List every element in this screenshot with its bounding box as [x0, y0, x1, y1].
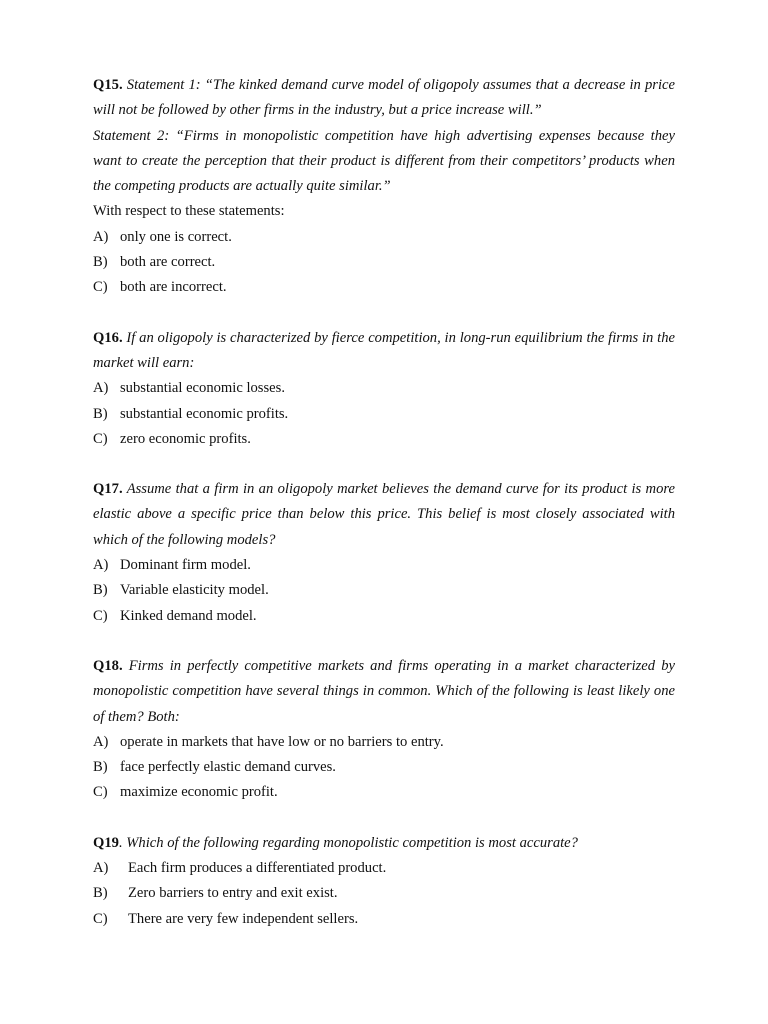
question-q17 [93, 477, 675, 629]
option-letter: A) [93, 228, 109, 245]
option-text: There are very few independent sellers. [128, 910, 359, 927]
option-text: only one is correct. [120, 228, 232, 245]
option-letter: B) [93, 405, 108, 422]
option-text: Kinked demand model. [120, 607, 257, 624]
option-text: Zero barriers to entry and exit exist. [128, 885, 338, 902]
answer-option-a[interactable] [93, 376, 675, 401]
answer-option-b[interactable] [93, 578, 675, 603]
question-text [93, 831, 675, 856]
question-body: If an oligopoly is characterized by fierce competition, in long-run equilibrium the firms in the market will earn: [93, 329, 675, 371]
question-text [93, 326, 675, 377]
question-text [93, 73, 675, 199]
statement-1: Statement 1: “The kinked demand curve model of oligopoly assumes that a decrease in price will not be followed by other firms in the industry, but a price increase will.” [93, 77, 675, 119]
question-number: Q16. [93, 329, 123, 346]
question-q18 [93, 654, 675, 806]
option-letter: C) [93, 784, 108, 801]
question-q15 [93, 73, 675, 301]
option-text: zero economic profits. [120, 430, 251, 447]
answer-option-b[interactable] [93, 402, 675, 427]
question-body: Firms in perfectly competitive markets and firms operating in a market characterized by monopolistic competition have several things in common. Which of the following is least likely one of them? Both: [93, 657, 675, 725]
option-letter: A) [93, 733, 109, 750]
question-number: Q15. [93, 77, 123, 93]
option-letter: B) [93, 759, 108, 776]
question-q19 [93, 831, 675, 932]
question-number: Q17. [93, 481, 123, 498]
option-letter: C) [93, 430, 108, 447]
option-letter: A) [93, 557, 109, 574]
option-letter: B) [93, 582, 108, 599]
answer-option-b[interactable] [93, 250, 675, 275]
answer-option-c[interactable] [93, 907, 675, 932]
option-letter: C) [93, 607, 108, 624]
option-text: Each firm produces a differentiated product. [128, 860, 387, 877]
option-text: substantial economic losses. [120, 380, 285, 397]
option-text: both are incorrect. [120, 279, 227, 296]
question-number: Q19 [93, 834, 119, 851]
answer-option-c[interactable] [93, 780, 675, 805]
answer-option-b[interactable] [93, 881, 675, 906]
question-number: Q18. [93, 657, 123, 674]
answer-option-a[interactable] [93, 856, 675, 881]
question-q16 [93, 326, 675, 452]
option-letter: C) [93, 910, 108, 927]
answer-option-c[interactable] [93, 427, 675, 452]
answer-option-a[interactable] [93, 225, 675, 250]
question-text [93, 654, 675, 730]
option-letter: A) [93, 860, 109, 877]
option-text: substantial economic profits. [120, 405, 289, 422]
option-letter: B) [93, 254, 108, 271]
answer-option-b[interactable] [93, 755, 675, 780]
answer-option-c[interactable] [93, 275, 675, 300]
option-letter: A) [93, 380, 109, 397]
option-text: Variable elasticity model. [120, 582, 269, 599]
option-text: Dominant firm model. [120, 557, 251, 574]
option-text: maximize economic profit. [120, 784, 278, 801]
question-lead: With respect to these statements: [93, 203, 285, 220]
option-letter: C) [93, 279, 108, 296]
option-text: face perfectly elastic demand curves. [120, 759, 336, 776]
question-text [93, 477, 675, 553]
question-number-suffix: . [118, 834, 123, 851]
answer-option-a[interactable] [93, 730, 675, 755]
statement-2: Statement 2: “Firms in monopolistic competition have high advertising expenses because they want to create the perception that their product is different from their competitors’ products when the competing products are actually quite similar.” [93, 127, 675, 195]
answer-option-c[interactable] [93, 604, 675, 629]
answer-option-a[interactable] [93, 553, 675, 578]
document-page [93, 73, 675, 932]
question-body: Which of the following regarding monopolistic competition is most accurate? [126, 834, 578, 851]
option-letter: B) [93, 885, 108, 902]
question-body: Assume that a firm in an oligopoly market believes the demand curve for its product is more elastic above a specific price than below this price. This belief is most closely associated with which of the following models? [93, 481, 676, 548]
option-text: operate in markets that have low or no barriers to entry. [120, 733, 444, 750]
option-text: both are correct. [120, 254, 216, 271]
